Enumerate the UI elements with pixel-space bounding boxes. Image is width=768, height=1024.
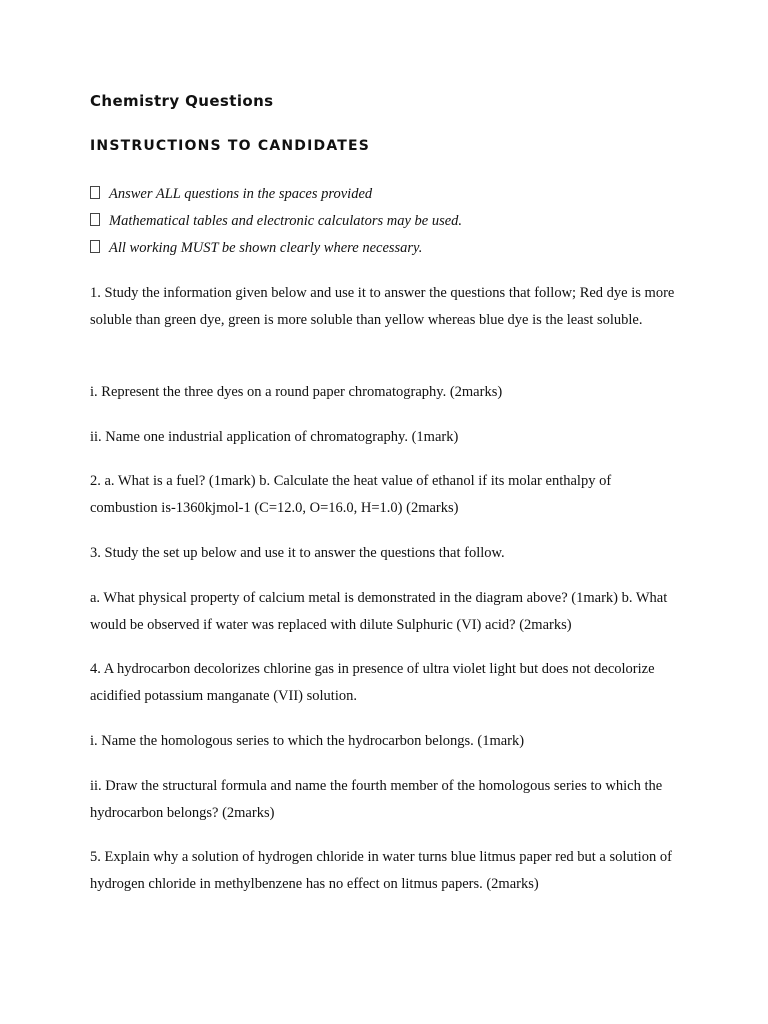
question-4: 4. A hydrocarbon decolorizes chlorine gas in presence of ultra violet light but does not decolorize acidified potassium manganate (VII) solution. <box>90 661 655 704</box>
question-1-part-i: i. Represent the three dyes on a round paper chromatography. (2marks) <box>90 384 503 400</box>
bullet-box-icon <box>90 240 100 253</box>
bullet-box-icon <box>90 213 100 226</box>
question-4-part-ii: ii. Draw the structural formula and name the fourth member of the homologous series to which the hydrocarbon belongs? (2marks) <box>90 778 663 821</box>
instruction-item <box>90 184 462 211</box>
question-2: 2. a. What is a fuel? (1mark) b. Calculate the heat value of ethanol if its molar enthalpy of combustion is-1360kjmol-1 (C=12.0, O=16.0, H=1.0) (2marks) <box>90 473 612 516</box>
question-5: 5. Explain why a solution of hydrogen chloride in water turns blue litmus paper red but a solution of hydrogen chloride in methylbenzene has no effect on litmus papers. (2marks) <box>90 849 672 892</box>
question-3-parts: a. What physical property of calcium metal is demonstrated in the diagram above? (1mark) b. What would be observed if water was replaced with dilute Sulphuric (VI) acid? (2marks) <box>90 590 668 633</box>
question-1-part-ii: ii. Name one industrial application of chromatography. (1mark) <box>90 429 459 445</box>
instructions-heading: INSTRUCTIONS TO CANDIDATES <box>90 138 371 154</box>
instruction-text: Mathematical tables and electronic calculators may be used. <box>109 213 463 229</box>
document-title: Chemistry Questions <box>90 92 274 110</box>
instructions-list <box>90 184 462 265</box>
question-1: 1. Study the information given below and use it to answer the questions that follow; Red dye is more soluble than green dye, green is more soluble than yellow whereas blue dye is the least soluble. <box>90 285 675 328</box>
bullet-box-icon <box>90 186 100 199</box>
instruction-text: All working MUST be shown clearly where necessary. <box>109 240 423 256</box>
instruction-item <box>90 211 462 238</box>
instruction-text: Answer ALL questions in the spaces provided <box>109 186 373 202</box>
instruction-item <box>90 238 462 265</box>
question-4-part-i: i. Name the homologous series to which the hydrocarbon belongs. (1mark) <box>90 733 525 749</box>
question-3: 3. Study the set up below and use it to answer the questions that follow. <box>90 545 505 561</box>
